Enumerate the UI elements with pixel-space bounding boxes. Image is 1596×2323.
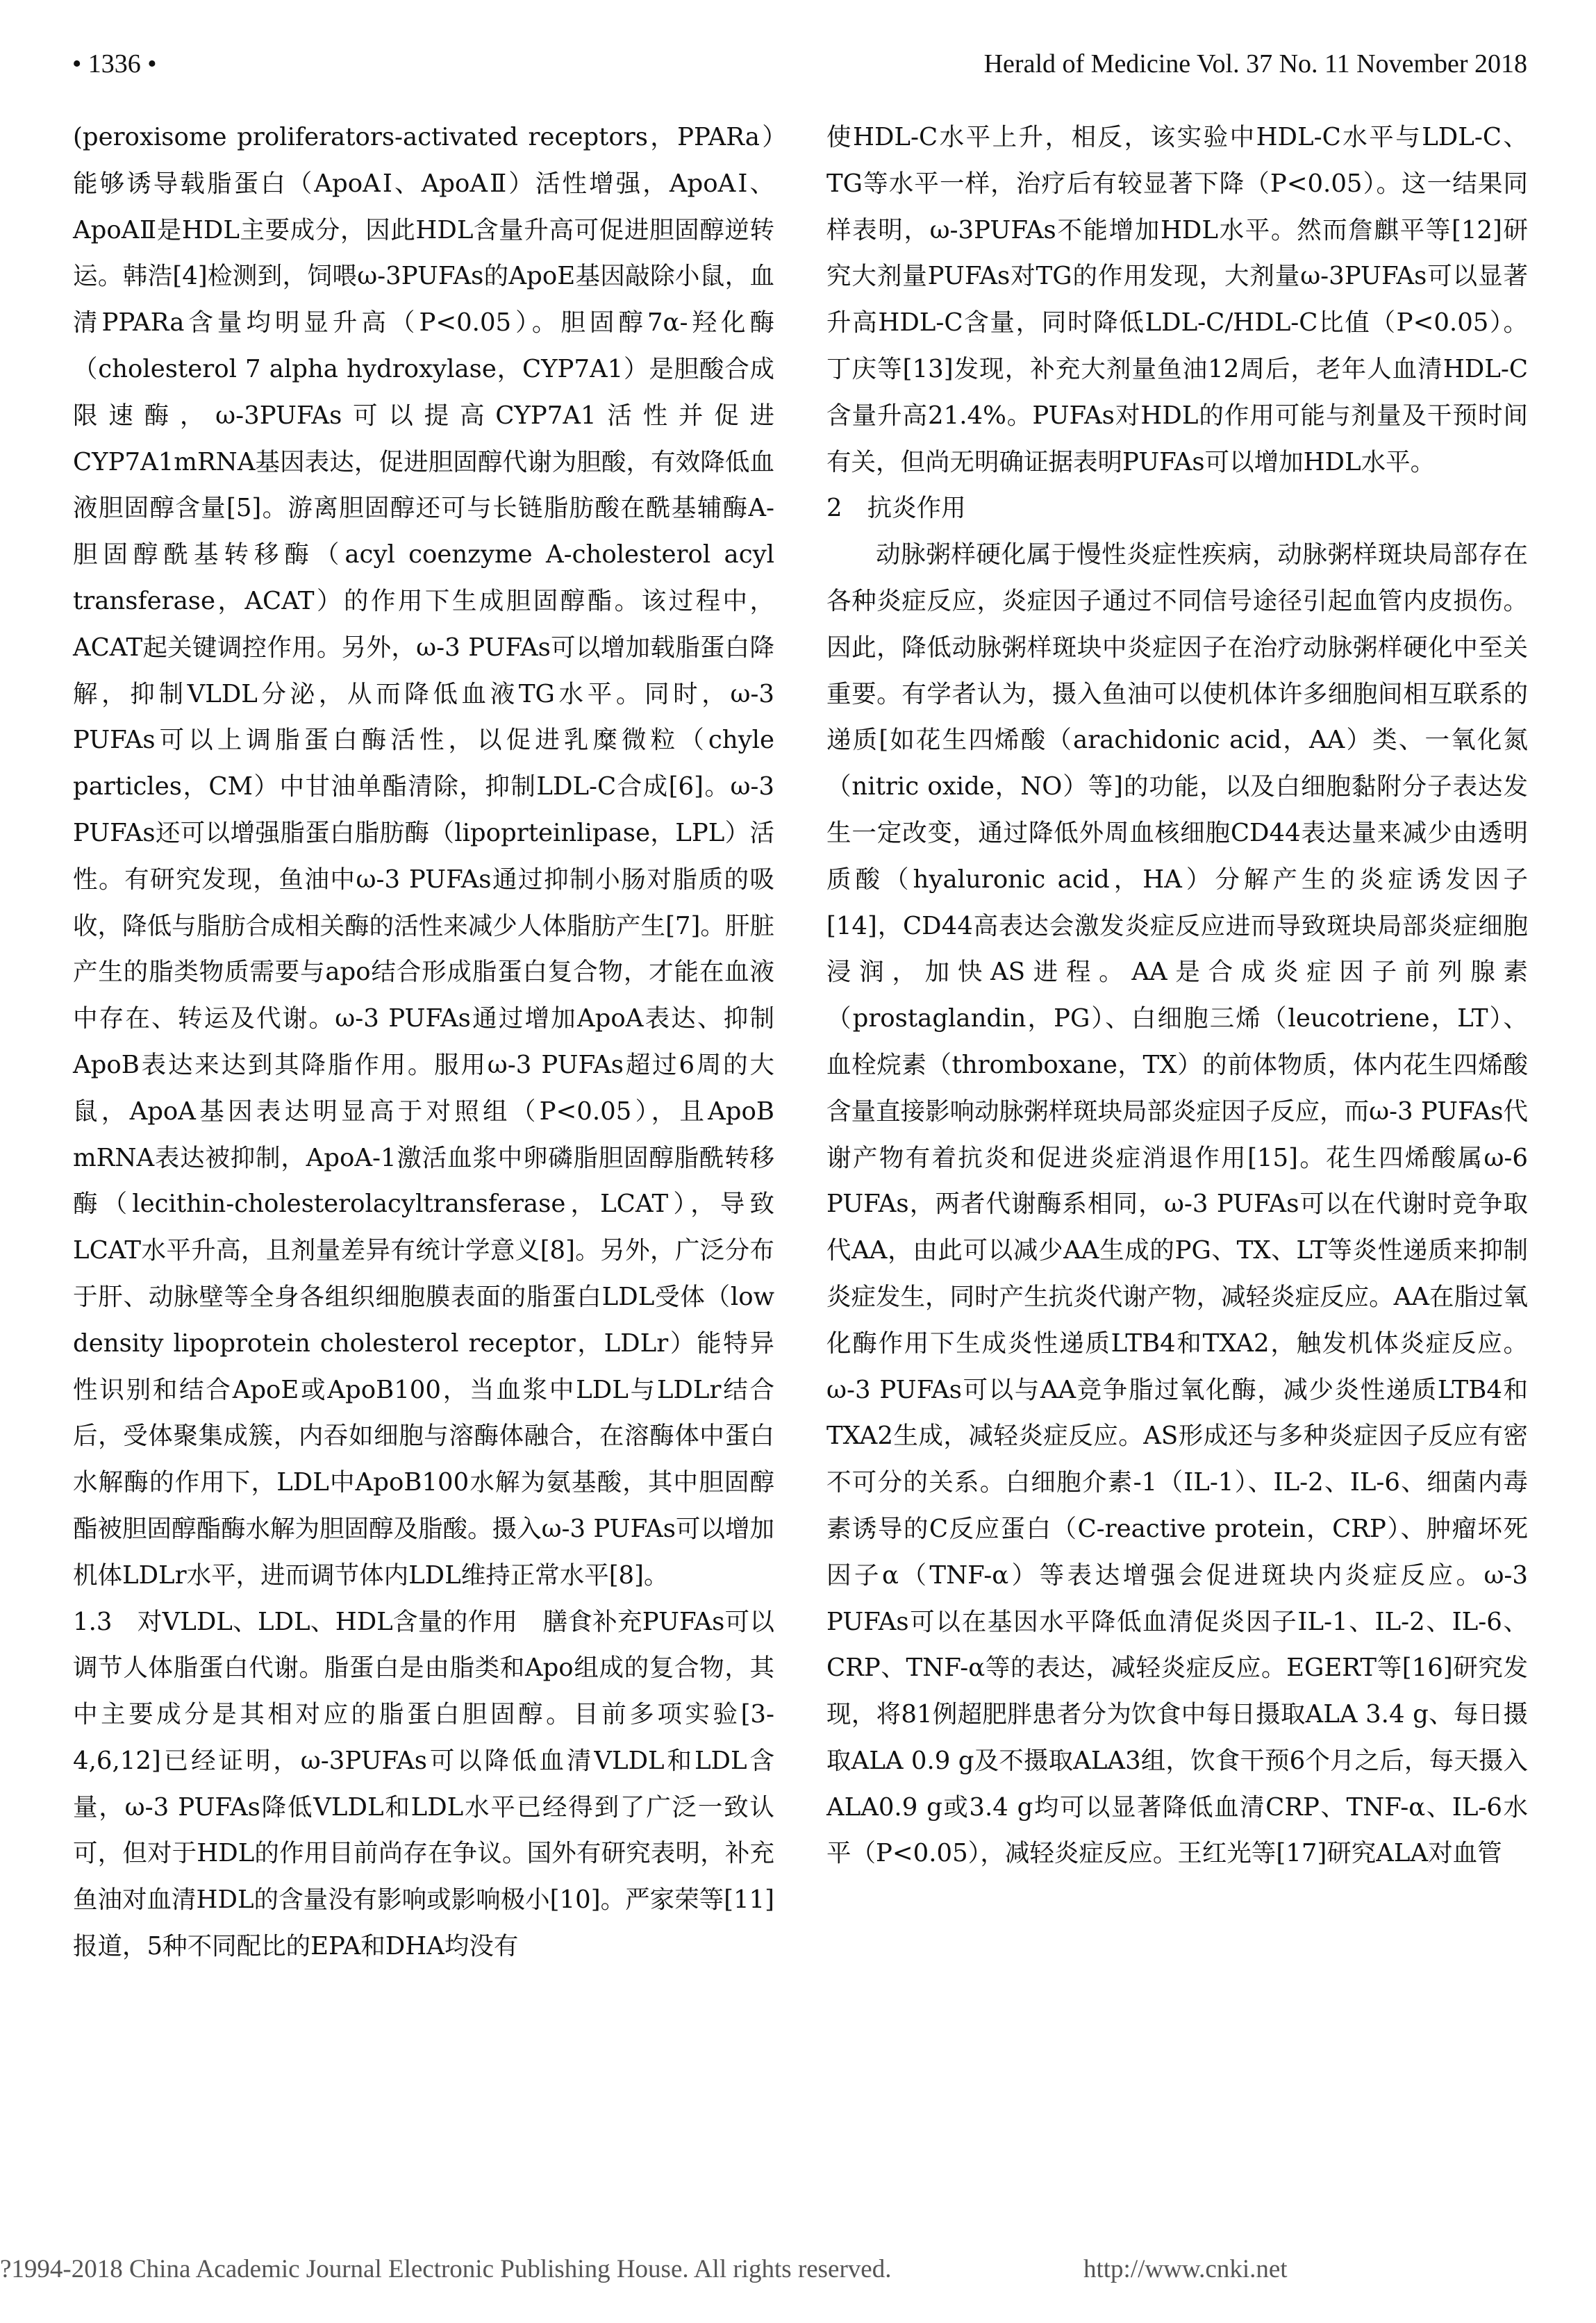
paragraph: 动脉粥样硬化属于慢性炎症性疾病，动脉粥样斑块局部存在各种炎症反应，炎症因子通过不同信号途径引起血管内皮损伤。因此，降低动脉粥样斑块中炎症因子在治疗动脉粥样硬化中至关重要。有学者认为，摄入鱼油可以使机体许多细胞间相互联系的递质[如花生四烯酸（arachidonic acid，AA）类、一氧化氮（nitric oxide，NO）等]的功能，以及白细胞黏附分子表达发生一定改变，通过降低外周血核细胞CD44表达量来减少由透明质酸（hyaluronic acid，HA）分解产生的炎症诱发因子[14]，CD44高表达会激发炎症反应进而导致斑块局部炎症细胞浸润，加快AS进程。AA是合成炎症因子前列腺素（prostaglandin，PG）、白细胞三烯（leucotriene，LT）、血栓烷素（thromboxane，TX）的前体物质，体内花生四烯酸含量直接影响动脉粥样斑块局部炎症因子反应，而ω-3 PUFAs代谢产物有着抗炎和促进炎症消退作用[15]。花生四烯酸属ω-6 PUFAs，两者代谢酶系相同，ω-3 PUFAs可以在代谢时竞争取代AA，由此可以减少AA生成的PG、TX、LT等炎性递质来抑制炎症发生，同时产生抗炎代谢产物，减轻炎症反应。AA在脂过氧化酶作用下生成炎性递质LTB4和TXA2，触发机体炎症反应。ω-3 PUFAs可以与AA竞争脂过氧化酶，减少炎性递质LTB4和TXA2生成，减轻炎症反应。AS形成还与多种炎症因子反应有密不可分的关系。白细胞介素-1（IL-1）、IL-2、IL-6、细菌内毒素诱导的C反应蛋白（C-reactive protein，CRP）、肿瘤坏死因子α（TNF-α）等表达增强会促进斑块内炎症反应。ω-3 PUFAs可以在基因水平降低血清促炎因子IL-1、IL-2、IL-6、CRP、TNF-α等的表达，减轻炎症反应。EGERT等[16]研究发现，将81例超肥胖患者分为饮食中每日摄取ALA 3.4 g、每日摄取ALA 0.9 g及不摄取ALA3组，饮食干预6个月之后，每天摄入ALA0.9 g或3.4 g均可以显著降低血清CRP、TNF-α、IL-6水平（P<0.05），减轻炎症反应。王红光等[17]研究ALA对血管 <box>826 540 1528 1868</box>
section-number: 1.3 <box>73 1607 113 1636</box>
section-title: 对VLDL、LDL、HDL含量的作用 <box>137 1607 518 1636</box>
section-heading-1-3 <box>73 1599 774 1970</box>
paragraph: 使HDL-C水平上升，相反，该实验中HDL-C水平与LDL-C、TG等水平一样，治疗后有较显著下降（P<0.05）。这一结果同样表明，ω-3PUFAs不能增加HDL水平。然而詹麒平等[12]研究大剂量PUFAs对TG的作用发现，大剂量ω-3PUFAs可以显著升高HDL-C含量，同时降低LDL-C/HDL-C比值（P<0.05）。丁庆等[13]发现，补充大剂量鱼油12周后，老年人血清HDL-C含量升高21.4%。PUFAs对HDL的作用可能与剂量及干预时间有关，但尚无明确证据表明PUFAs可以增加HDL水平。 <box>826 123 1528 476</box>
right-column <box>826 115 1528 1877</box>
journal-citation: Herald of Medicine Vol. 37 No. 11 November 2018 <box>983 49 1527 78</box>
website-link[interactable]: http://www.cnki.net <box>1083 2255 1288 2283</box>
page-number: • 1336 • <box>72 49 157 78</box>
page-footer <box>0 2249 1596 2290</box>
paragraph: (peroxisome proliferators-activated receptors，PPARa）能够诱导载脂蛋白（ApoAⅠ、ApoAⅡ）活性增强，ApoAⅠ、ApoAⅡ是HDL主要成分，因此HDL含量升高可促进胆固醇逆转运。韩浩[4]检测到，饲喂ω-3PUFAs的ApoE基因敲除小鼠，血清PPARa含量均明显升高（P<0.05）。胆固醇7α-羟化酶（cholesterol 7 alpha hydroxylase，CYP7A1）是胆酸合成限速酶，ω-3PUFAs可以提高CYP7A1活性并促进CYP7A1mRNA基因表达，促进胆固醇代谢为胆酸，有效降低血液胆固醇含量[5]。游离胆固醇还可与长链脂肪酸在酰基辅酶A-胆固醇酰基转移酶（acyl coenzyme A-cholesterol acyl transferase，ACAT）的作用下生成胆固醇酯。该过程中，ACAT起关键调控作用。另外，ω-3 PUFAs可以增加载脂蛋白降解，抑制VLDL分泌，从而降低血液TG水平。同时，ω-3 PUFAs可以上调脂蛋白酶活性，以促进乳糜微粒（chyle particles，CM）中甘油单酯清除，抑制LDL-C合成[6]。ω-3 PUFAs还可以增强脂蛋白脂肪酶（lipoprteinlipase，LPL）活性。有研究发现，鱼油中ω-3 PUFAs通过抑制小肠对脂质的吸收，降低与脂肪合成相关酶的活性来减少人体脂肪产生[7]。肝脏产生的脂类物质需要与apo结合形成脂蛋白复合物，才能在血液中存在、转运及代谢。ω-3 PUFAs通过增加ApoA表达、抑制ApoB表达来达到其降脂作用。服用ω-3 PUFAs超过6周的大鼠，ApoA基因表达明显高于对照组（P<0.05），且ApoB mRNA表达被抑制，ApoA-1激活血浆中卵磷脂胆固醇脂酰转移酶（lecithin-cholesterolacyltransferase，LCAT），导致LCAT水平升高，且剂量差异有统计学意义[8]。另外，广泛分布于肝、动脉壁等全身各组织细胞膜表面的脂蛋白LDL受体（low density lipoprotein cholesterol receptor，LDLr）能特异性识别和结合ApoE或ApoB100，当血浆中LDL与LDLr结合后，受体聚集成簇，内吞如细胞与溶酶体融合，在溶酶体中蛋白水解酶的作用下，LDL中ApoB100水解为氨基酸，其中胆固醇酯被胆固醇酯酶水解为胆固醇及脂酸。摄入ω-3 PUFAs可以增加机体LDLr水平，进而调节体内LDL维持正常水平[8]。 <box>73 123 774 1590</box>
left-column <box>73 115 774 1970</box>
section-title: 抗炎作用 <box>867 494 966 523</box>
running-header <box>72 43 1527 85</box>
section-number: 2 <box>826 494 842 523</box>
section-heading-2 <box>826 485 1528 532</box>
copyright-notice: ?1994-2018 China Academic Journal Electronic Publishing House. All rights reserved. <box>0 2255 892 2283</box>
paragraph-run-in: 膳食补充PUFAs可以调节人体脂蛋白代谢。脂蛋白是由脂类和Apo组成的复合物，其中主要成分是其相对应的脂蛋白胆固醇。目前多项实验[3-4,6,12]已经证明，ω-3PUFAs可以降低血清VLDL和LDL含量，ω-3 PUFAs降低VLDL和LDL水平已经得到了广泛一致认可，但对于HDL的作用目前尚存在争议。国外有研究表明，补充鱼油对血清HDL的含量没有影响或影响极小[10]。严家荣等[11]报道，5种不同配比的EPA和DHA均没有 <box>73 1607 774 1961</box>
